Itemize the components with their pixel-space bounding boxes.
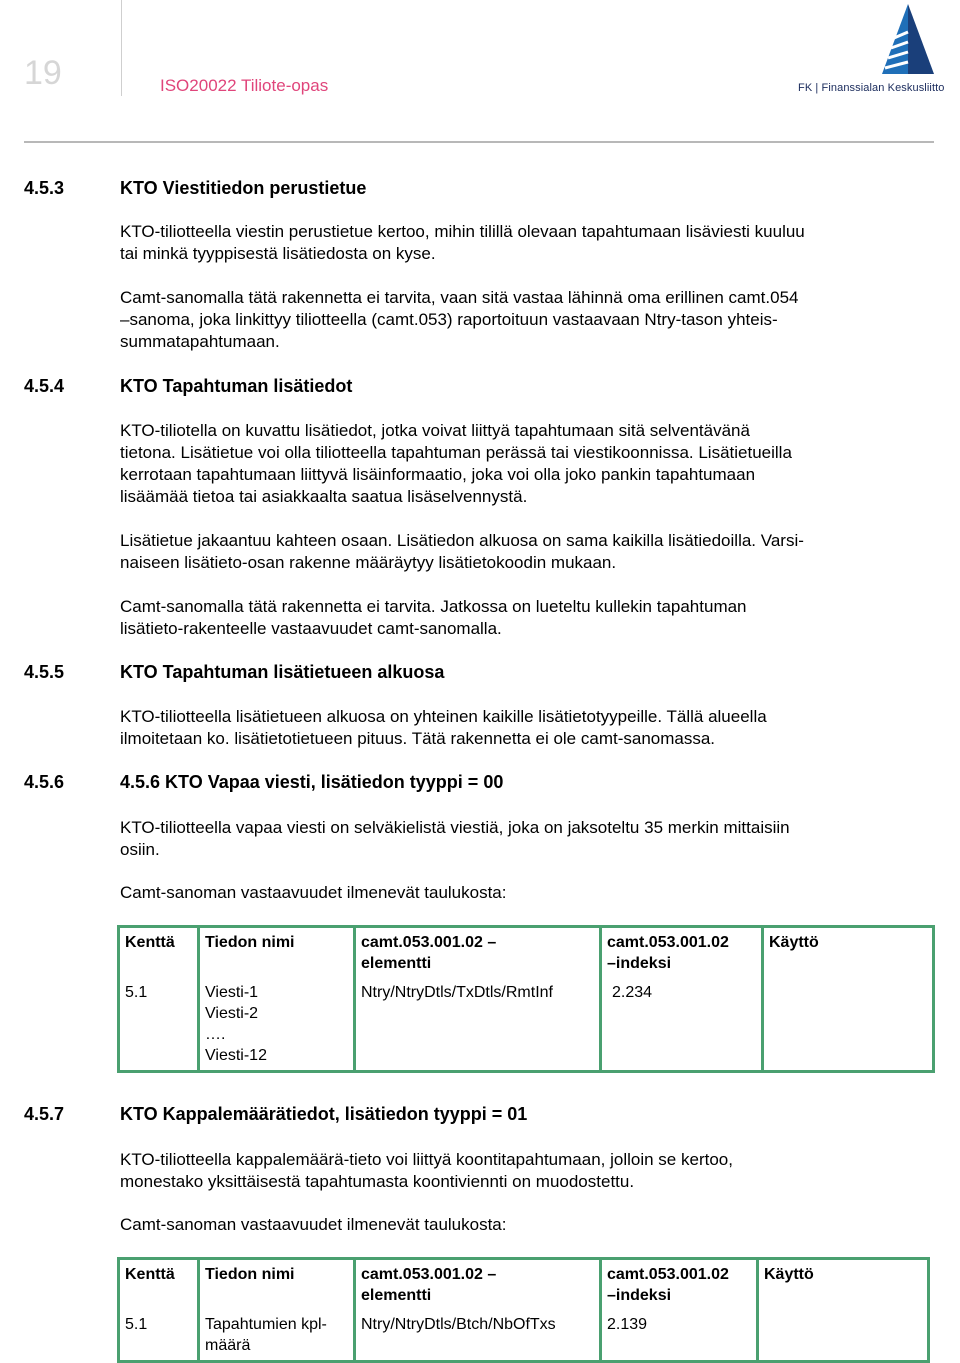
header-cell: Tiedon nimi — [199, 1259, 355, 1311]
paragraph — [120, 287, 930, 353]
header-rule — [24, 141, 934, 143]
section-heading-4-5-4 — [24, 376, 624, 400]
cell-line: …. — [205, 1026, 226, 1043]
text-line: naiseen lisätieto-osan rakenne määräytyy lisätietokoodin mukaan. — [120, 553, 617, 572]
header-line: camt.053.001.02 — [607, 1266, 729, 1283]
paragraph — [120, 882, 930, 904]
paragraph — [120, 420, 930, 508]
cell-elementti: Ntry/NtryDtls/Btch/NbOfTxs — [355, 1310, 601, 1362]
header-cell — [601, 927, 763, 979]
section-title: KTO Viestitiedon perustietue — [120, 178, 367, 198]
section-title: KTO Tapahtuman lisätiedot — [120, 376, 353, 396]
section-title: 4.5.6 KTO Vapaa viesti, lisätiedon tyyppi = 00 — [120, 772, 504, 792]
text-line: Camt-sanomalla tätä rakennetta ei tarvita, vaan sitä vastaa lähinnä oma erillinen camt.054 — [120, 288, 799, 307]
section-number: 4.5.7 — [24, 1104, 65, 1124]
mapping-table — [117, 925, 935, 1073]
header-line: elementti — [361, 955, 432, 972]
text-line: KTO-tiliotteella viestin perustietue kertoo, mihin tilillä olevaan tapahtumaan lisäviesti kuuluu — [120, 222, 805, 241]
paragraph — [120, 706, 930, 750]
header-line: –indeksi — [607, 955, 672, 972]
header-cell: Käyttö — [758, 1259, 929, 1311]
text-line: lisäämää tietoa tai asiakkaalta saatua lisäselvennystä. — [120, 487, 528, 506]
section-number: 4.5.6 — [24, 772, 65, 792]
paragraph — [120, 596, 930, 640]
text-line: –sanoma, joka linkittyy tiliotteella (camt.053) raportoituun vastaavaan Ntry-tason yhteis- — [120, 310, 778, 329]
text-line: KTO-tiliotella on kuvattu lisätiedot, jotka voivat liittyä tapahtumaan sitä selventävänä — [120, 421, 750, 440]
text-line: kerrotaan tapahtumaan liittyvä lisäinformaatio, joka voi olla joko pankin tapahtumaan — [120, 465, 756, 484]
paragraph — [120, 817, 930, 861]
cell-kaytto — [763, 978, 934, 1072]
header-cell: Kenttä — [119, 927, 199, 979]
text-line: summatapahtumaan. — [120, 332, 280, 351]
cell-line: Viesti-2 — [205, 1005, 259, 1022]
section-number: 4.5.3 — [24, 178, 65, 198]
section-number: 4.5.4 — [24, 376, 65, 396]
section-title: KTO Tapahtuman lisätietueen alkuosa — [120, 662, 445, 682]
section-heading-4-5-7 — [24, 1104, 724, 1128]
document-title: ISO20022 Tiliote-opas — [160, 76, 329, 95]
header-cell — [601, 1259, 758, 1311]
page-number: 19 — [24, 54, 62, 92]
header-line: camt.053.001.02 – — [361, 1266, 497, 1283]
header-cell: Tiedon nimi — [199, 927, 355, 979]
table-row — [119, 978, 934, 1072]
text-line: osiin. — [120, 840, 160, 859]
header-line: camt.053.001.02 – — [361, 934, 497, 951]
text-line: KTO-tiliotteella kappalemäärä-tieto voi liittyä koontitapahtumaan, jolloin se kertoo, — [120, 1150, 733, 1169]
text-line: Lisätietue jakaantuu kahteen osaan. Lisätiedon alkuosa on sama kaikilla lisätiedoilla. Varsi- — [120, 531, 804, 550]
table-header-row — [119, 927, 934, 979]
paragraph — [120, 1214, 930, 1236]
section-heading-4-5-5 — [24, 662, 624, 686]
header-cell — [355, 927, 601, 979]
text-line: Camt-sanoman vastaavuudet ilmenevät taulukosta: — [120, 1215, 507, 1234]
cell-tiedon-nimi — [199, 1310, 355, 1362]
paragraph — [120, 1149, 930, 1193]
cell-line: määrä — [205, 1337, 251, 1354]
text-line: Camt-sanoman vastaavuudet ilmenevät taulukosta: — [120, 883, 507, 902]
table-header-row — [119, 1259, 929, 1311]
cell-kentta: 5.1 — [119, 1310, 199, 1362]
text-line: Camt-sanomalla tätä rakennetta ei tarvita. Jatkossa on lueteltu kullekin tapahtuman — [120, 597, 747, 616]
paragraph — [120, 530, 930, 574]
text-line: tietona. Lisätietue voi olla tiliotteella tapahtuman perässä tai viestikoonnissa. Lisätietueilla — [120, 443, 792, 462]
cell-line: Tapahtumien kpl- — [205, 1316, 327, 1333]
section-heading-4-5-3 — [24, 178, 624, 202]
header-cell: Kenttä — [119, 1259, 199, 1311]
cell-line: Viesti-1 — [205, 984, 259, 1001]
section-title: KTO Kappalemäärätiedot, lisätiedon tyyppi = 01 — [120, 1104, 528, 1124]
text-line: KTO-tiliotteella vapaa viesti on selväkielistä viestiä, joka on jaksoteltu 35 merkin mittaisiin — [120, 818, 790, 837]
header-line: camt.053.001.02 — [607, 934, 729, 951]
section-heading-4-5-6 — [24, 772, 624, 796]
header-line: elementti — [361, 1287, 432, 1304]
table-row — [119, 1310, 929, 1362]
paragraph — [120, 221, 930, 265]
text-line: monestako yksittäisestä tapahtumasta koontiviennti on muodostettu. — [120, 1172, 635, 1191]
cell-kaytto — [758, 1310, 929, 1362]
cell-line: Viesti-12 — [205, 1047, 267, 1064]
header-cell — [355, 1259, 601, 1311]
text-line: ilmoitetaan ko. lisätietotietueen pituus. Tätä rakennetta ei ole camt-sanomassa. — [120, 729, 716, 748]
text-line: KTO-tiliotteella lisätietueen alkuosa on yhteinen kaikille lisätietotyypeille. Tällä alueella — [120, 707, 767, 726]
cell-indeksi: 2.139 — [601, 1310, 758, 1362]
header-line: –indeksi — [607, 1287, 672, 1304]
cell-kentta: 5.1 — [119, 978, 199, 1072]
cell-tiedon-nimi — [199, 978, 355, 1072]
mapping-table — [117, 1257, 930, 1363]
header-cell: Käyttö — [763, 927, 934, 979]
cell-elementti: Ntry/NtryDtls/TxDtls/RmtInf — [355, 978, 601, 1072]
text-line: tai minkä tyyppisestä lisätiedosta on kyse. — [120, 244, 436, 263]
section-number: 4.5.5 — [24, 662, 65, 682]
header-divider — [121, 0, 122, 96]
text-line: lisätieto-rakenteelle vastaavuudet camt-sanomalla. — [120, 619, 502, 638]
cell-indeksi: 2.234 — [601, 978, 763, 1072]
brand-name: FK | Finanssialan Keskusliitto — [798, 82, 945, 94]
